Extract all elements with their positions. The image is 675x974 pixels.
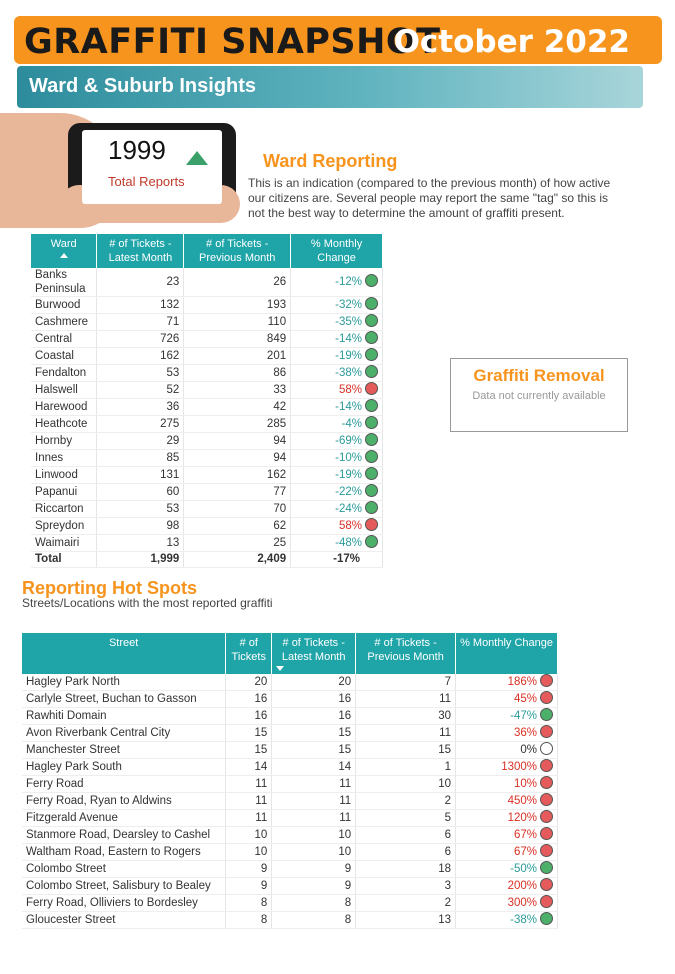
latest-count: 15 (272, 725, 356, 742)
previous-count: 70 (184, 501, 291, 518)
change-value: -24% (335, 503, 362, 515)
change-cell (291, 382, 383, 399)
table-row (22, 912, 558, 929)
status-dot-icon (365, 365, 378, 378)
ticket-count: 16 (226, 691, 272, 708)
change-value: -69% (335, 435, 362, 447)
previous-count: 162 (184, 467, 291, 484)
ward-reporting-title: Ward Reporting (263, 151, 398, 171)
status-dot-icon (365, 314, 378, 327)
table-row (22, 810, 558, 827)
latest-count: 60 (97, 484, 184, 501)
previous-count: 6 (356, 844, 456, 861)
status-dot-icon (365, 535, 378, 548)
ward-name: Waimairi (31, 535, 97, 552)
status-dot-icon (540, 674, 553, 687)
change-cell (456, 725, 558, 742)
previous-count: 11 (356, 691, 456, 708)
table-row (31, 348, 383, 365)
status-dot-icon (540, 759, 553, 772)
table-row (31, 399, 383, 416)
table-row (22, 861, 558, 878)
ticket-count: 20 (226, 674, 272, 691)
ward-name: Fendalton (31, 365, 97, 382)
status-dot-icon (365, 297, 378, 310)
change-value: 0% (520, 744, 537, 756)
table-row (22, 793, 558, 810)
latest-count: 36 (97, 399, 184, 416)
change-value: 450% (507, 795, 537, 807)
ticket-count: 10 (226, 844, 272, 861)
change-cell (456, 793, 558, 810)
street-name: Ferry Road, Ryan to Aldwins (22, 793, 226, 810)
trend-up-icon (186, 151, 208, 165)
table-row (31, 467, 383, 484)
ward-name: Riccarton (31, 501, 97, 518)
previous-count: 2 (356, 793, 456, 810)
latest-count: 85 (97, 450, 184, 467)
latest-count: 162 (97, 348, 184, 365)
street-name: Avon Riverbank Central City (22, 725, 226, 742)
ticket-count: 11 (226, 776, 272, 793)
street-name: Manchester Street (22, 742, 226, 759)
ward-name: Coastal (31, 348, 97, 365)
ward-name: Heathcote (31, 416, 97, 433)
change-cell (291, 399, 383, 416)
table-row (31, 331, 383, 348)
change-cell (456, 912, 558, 929)
column-header-change[interactable]: % Monthly Change (291, 234, 383, 268)
status-dot-icon (540, 793, 553, 806)
status-dot-icon (540, 725, 553, 738)
latest-count: 11 (272, 776, 356, 793)
change-value: -12% (335, 276, 362, 288)
ward-name: Spreydon (31, 518, 97, 535)
change-cell (291, 348, 383, 365)
change-cell (291, 450, 383, 467)
change-value: -35% (335, 316, 362, 328)
ticket-count: 15 (226, 725, 272, 742)
latest-count: 14 (272, 759, 356, 776)
column-header-street[interactable]: Street (22, 633, 226, 674)
column-header-change[interactable]: % Monthly Change (456, 633, 558, 674)
table-row (22, 674, 558, 691)
page-title: GRAFFITI SNAPSHOT (24, 22, 441, 62)
status-dot-icon (365, 348, 378, 361)
change-cell (291, 297, 383, 314)
previous-count: 30 (356, 708, 456, 725)
street-name: Gloucester Street (22, 912, 226, 929)
change-cell (456, 742, 558, 759)
status-dot-icon (540, 844, 553, 857)
ward-name: Central (31, 331, 97, 348)
change-value: -22% (335, 486, 362, 498)
change-cell (456, 861, 558, 878)
latest-count: 8 (272, 895, 356, 912)
status-dot-icon (540, 827, 553, 840)
change-cell (456, 708, 558, 725)
total-previous: 2,409 (184, 552, 291, 568)
latest-count: 11 (272, 793, 356, 810)
sort-ascending-icon (60, 253, 68, 258)
previous-count: 7 (356, 674, 456, 691)
latest-count: 71 (97, 314, 184, 331)
graffiti-removal-card (450, 358, 628, 432)
table-row (31, 433, 383, 450)
previous-count: 62 (184, 518, 291, 535)
table-row (31, 314, 383, 331)
ticket-count: 9 (226, 861, 272, 878)
change-value: -19% (335, 469, 362, 481)
status-dot-icon (365, 382, 378, 395)
table-row (22, 691, 558, 708)
change-value: 67% (513, 846, 537, 858)
section-title: Ward & Suburb Insights (29, 75, 257, 97)
status-dot-icon (540, 912, 553, 925)
ward-name: Burwood (31, 297, 97, 314)
status-dot-icon (365, 433, 378, 446)
change-value: -14% (335, 401, 362, 413)
change-value: -4% (341, 418, 362, 430)
latest-count: 132 (97, 297, 184, 314)
change-value: 58% (338, 384, 362, 396)
change-value: 36% (513, 727, 537, 739)
column-header-ward[interactable]: Ward (31, 234, 97, 268)
ward-name: Innes (31, 450, 97, 467)
table-row (31, 365, 383, 382)
change-value: 45% (513, 693, 537, 705)
change-value: 67% (513, 829, 537, 841)
title-banner (14, 16, 662, 64)
graffiti-removal-title: Graffiti Removal (473, 366, 605, 385)
status-dot-icon (540, 861, 553, 874)
previous-count: 6 (356, 827, 456, 844)
table-row (31, 450, 383, 467)
previous-count: 10 (356, 776, 456, 793)
previous-count: 15 (356, 742, 456, 759)
change-value: -50% (510, 863, 537, 875)
status-dot-icon (540, 895, 553, 908)
change-value: 300% (507, 897, 537, 909)
street-name: Stanmore Road, Dearsley to Cashel (22, 827, 226, 844)
street-name: Fitzgerald Avenue (22, 810, 226, 827)
ticket-count: 15 (226, 742, 272, 759)
previous-count: 77 (184, 484, 291, 501)
column-header-latest[interactable]: # of Tickets - Latest Month (272, 633, 356, 674)
ticket-count: 11 (226, 810, 272, 827)
table-row (31, 416, 383, 433)
change-cell (456, 827, 558, 844)
previous-count: 42 (184, 399, 291, 416)
ticket-count: 8 (226, 895, 272, 912)
latest-count: 10 (272, 844, 356, 861)
street-name: Hagley Park South (22, 759, 226, 776)
previous-count: 285 (184, 416, 291, 433)
change-cell (291, 484, 383, 501)
change-cell (456, 691, 558, 708)
change-value: -19% (335, 350, 362, 362)
previous-count: 13 (356, 912, 456, 929)
table-row (22, 827, 558, 844)
status-dot-icon (540, 742, 553, 755)
table-row (22, 725, 558, 742)
change-cell (456, 895, 558, 912)
change-value: -10% (335, 452, 362, 464)
column-header-latest[interactable]: # of Tickets - Latest Month (97, 234, 184, 268)
status-dot-icon (365, 484, 378, 497)
total-reports-label: Total Reports (108, 174, 185, 189)
change-value: 200% (507, 880, 537, 892)
street-name: Ferry Road (22, 776, 226, 793)
latest-count: 11 (272, 810, 356, 827)
change-value: 1300% (501, 761, 537, 773)
ward-table (31, 234, 383, 568)
change-cell (291, 331, 383, 348)
latest-count: 9 (272, 861, 356, 878)
table-row (22, 708, 558, 725)
change-value: 58% (338, 520, 362, 532)
status-dot-icon (365, 399, 378, 412)
table-row (22, 742, 558, 759)
latest-count: 9 (272, 878, 356, 895)
ticket-count: 11 (226, 793, 272, 810)
table-row (22, 878, 558, 895)
graffiti-removal-subtitle: Data not currently available (472, 390, 606, 402)
status-dot-icon (365, 274, 378, 287)
previous-count: 94 (184, 450, 291, 467)
latest-count: 131 (97, 467, 184, 484)
table-row (31, 382, 383, 399)
latest-count: 15 (272, 742, 356, 759)
change-cell (291, 365, 383, 382)
change-value: -32% (335, 299, 362, 311)
total-label: Total (31, 552, 97, 568)
change-value: 10% (513, 778, 537, 790)
sort-descending-icon (276, 666, 284, 671)
change-cell (291, 518, 383, 535)
previous-count: 25 (184, 535, 291, 552)
previous-count: 1 (356, 759, 456, 776)
latest-count: 16 (272, 691, 356, 708)
change-value: -38% (510, 914, 537, 926)
status-dot-icon (365, 416, 378, 429)
latest-count: 98 (97, 518, 184, 535)
change-cell (456, 810, 558, 827)
change-cell (291, 467, 383, 484)
street-name: Ferry Road, Olliviers to Bordesley (22, 895, 226, 912)
previous-count: 33 (184, 382, 291, 399)
status-dot-icon (540, 878, 553, 891)
previous-count: 5 (356, 810, 456, 827)
status-dot-icon (540, 691, 553, 704)
status-dot-icon (540, 810, 553, 823)
ticket-count: 16 (226, 708, 272, 725)
previous-count: 3 (356, 878, 456, 895)
previous-count: 201 (184, 348, 291, 365)
ward-name: Papanui (31, 484, 97, 501)
status-dot-icon (365, 331, 378, 344)
table-row (31, 484, 383, 501)
change-value: -47% (510, 710, 537, 722)
previous-count: 94 (184, 433, 291, 450)
latest-count: 726 (97, 331, 184, 348)
ward-name: Hornby (31, 433, 97, 450)
latest-count: 23 (97, 268, 184, 297)
total-latest: 1,999 (97, 552, 184, 568)
previous-count: 849 (184, 331, 291, 348)
street-name: Rawhiti Domain (22, 708, 226, 725)
ward-name: Banks Peninsula (31, 268, 97, 297)
previous-count: 86 (184, 365, 291, 382)
change-cell (291, 535, 383, 552)
table-row (22, 844, 558, 861)
change-cell (291, 433, 383, 450)
street-name: Carlyle Street, Buchan to Gasson (22, 691, 226, 708)
previous-count: 193 (184, 297, 291, 314)
hot-spots-subtitle: Streets/Locations with the most reported graffiti (22, 596, 273, 610)
change-cell (456, 759, 558, 776)
change-value: 186% (507, 676, 537, 688)
street-name: Hagley Park North (22, 674, 226, 691)
street-name: Waltham Road, Eastern to Rogers (22, 844, 226, 861)
table-row (31, 297, 383, 314)
latest-count: 275 (97, 416, 184, 433)
latest-count: 10 (272, 827, 356, 844)
ticket-count: 14 (226, 759, 272, 776)
ward-name: Linwood (31, 467, 97, 484)
previous-count: 18 (356, 861, 456, 878)
change-value: -38% (335, 367, 362, 379)
latest-count: 8 (272, 912, 356, 929)
hot-spots-table (22, 633, 558, 929)
status-dot-icon (540, 708, 553, 721)
latest-count: 52 (97, 382, 184, 399)
change-value: 120% (507, 812, 537, 824)
table-row (22, 895, 558, 912)
column-header-previous[interactable]: # of Tickets - Previous Month (184, 234, 291, 268)
table-row (31, 501, 383, 518)
table-row (22, 776, 558, 793)
latest-count: 29 (97, 433, 184, 450)
ticket-count: 9 (226, 878, 272, 895)
hot-spots-title: Reporting Hot Spots (22, 578, 197, 598)
latest-count: 20 (272, 674, 356, 691)
table-row (31, 518, 383, 535)
ward-name: Harewood (31, 399, 97, 416)
change-cell (291, 501, 383, 518)
previous-count: 110 (184, 314, 291, 331)
change-cell (291, 314, 383, 331)
latest-count: 53 (97, 501, 184, 518)
previous-count: 26 (184, 268, 291, 297)
change-cell (456, 674, 558, 691)
street-name: Colombo Street, Salisbury to Bealey (22, 878, 226, 895)
status-dot-icon (365, 467, 378, 480)
latest-count: 53 (97, 365, 184, 382)
table-row (31, 535, 383, 552)
latest-count: 16 (272, 708, 356, 725)
report-date: October 2022 (393, 24, 630, 60)
status-dot-icon (365, 501, 378, 514)
column-header-tickets[interactable]: # of Tickets (226, 633, 272, 674)
status-dot-icon (365, 450, 378, 463)
ticket-count: 8 (226, 912, 272, 929)
table-row (22, 759, 558, 776)
previous-count: 11 (356, 725, 456, 742)
ticket-count: 10 (226, 827, 272, 844)
section-header-bar (17, 66, 643, 108)
ward-name: Cashmere (31, 314, 97, 331)
change-cell (291, 268, 383, 297)
status-dot-icon (540, 776, 553, 789)
change-value: -14% (335, 333, 362, 345)
column-header-previous[interactable]: # of Tickets - Previous Month (356, 633, 456, 674)
change-cell (456, 844, 558, 861)
total-row (31, 552, 383, 568)
change-cell (291, 416, 383, 433)
total-reports-value: 1999 (108, 135, 166, 165)
latest-count: 13 (97, 535, 184, 552)
ward-name: Halswell (31, 382, 97, 399)
ward-reporting-description: This is an indication (compared to the previous month) of how active our citizens are. Several people may report the same "tag" so this is not the best way to determine the amount of graffiti present. (248, 176, 611, 220)
total-reports-card (0, 105, 245, 230)
change-value: -48% (335, 537, 362, 549)
previous-count: 2 (356, 895, 456, 912)
status-dot-icon (365, 518, 378, 531)
change-cell (456, 776, 558, 793)
table-row (31, 268, 383, 297)
street-name: Colombo Street (22, 861, 226, 878)
change-cell (456, 878, 558, 895)
total-change: -17% (291, 552, 383, 568)
